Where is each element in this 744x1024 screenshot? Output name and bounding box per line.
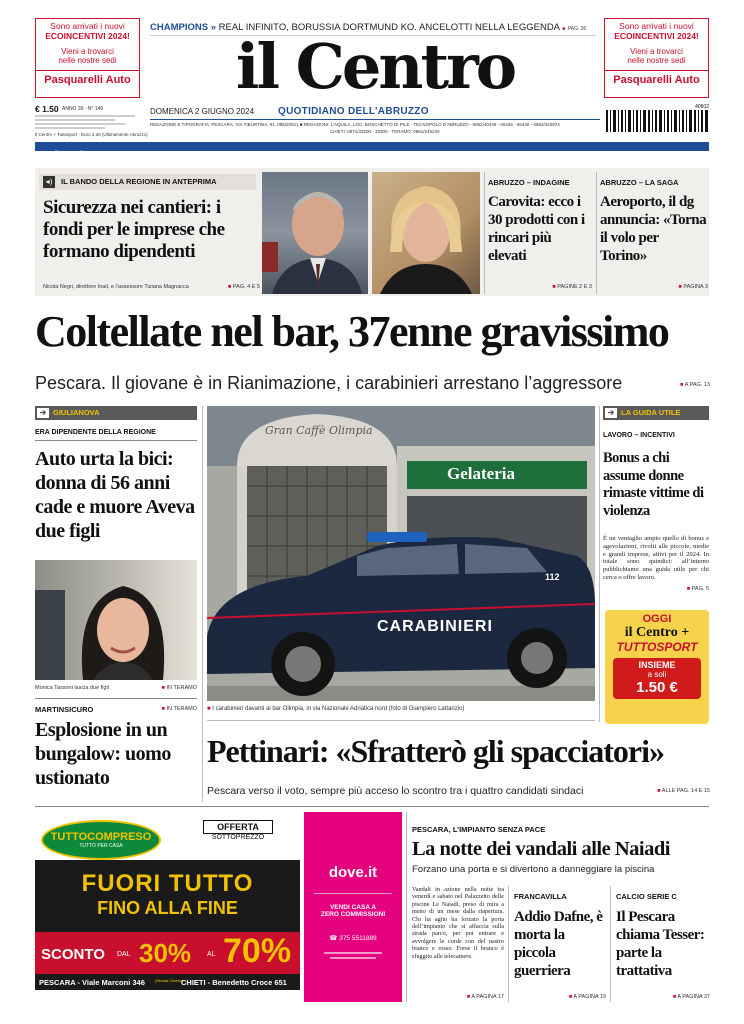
masthead-tagline: QUOTIDIANO DELL’ABRUZZO xyxy=(278,106,429,117)
section-label: LA GUIDA UTILE xyxy=(621,408,681,417)
ticker-label: CHAMPIONS xyxy=(150,22,209,33)
ad-line: Sono arrivati i nuovi xyxy=(50,21,125,31)
promo-brand2: TUTTOSPORT xyxy=(616,640,698,654)
pettinari-headline[interactable]: Pettinari: «Sfratterò gli spacciatori» xyxy=(207,733,664,769)
cafe-sign: Gran Caffè Olimpia xyxy=(265,424,373,437)
ad-sconto-bar xyxy=(35,932,300,974)
promo-asoli: a soli xyxy=(647,670,667,679)
ad-line: nelle nostre sedi xyxy=(58,56,117,65)
top-story-page: ■ PAG. 4 E 5 xyxy=(180,284,260,290)
side2-page: ■ PAGINA 3 xyxy=(628,284,708,290)
side-story-aeroporto[interactable] xyxy=(600,178,708,294)
ad-addr-pescara: PESCARA - Viale Marconi 346 xyxy=(39,978,145,987)
pescara-page: ■ A PAGINA 37 xyxy=(644,994,710,1000)
ad-offerta: OFFERTA xyxy=(203,820,273,834)
ad-brand: Pasquarelli Auto xyxy=(36,70,139,86)
ad-offerta-box xyxy=(203,820,273,841)
ad-sconto: SCONTO xyxy=(41,946,105,963)
ad-line: Sono arrivati i nuovi xyxy=(619,21,694,31)
promo-insieme: INSIEME xyxy=(638,660,676,670)
audio-icon[interactable]: ◂) xyxy=(43,176,55,188)
chevron-icon: » xyxy=(210,22,216,33)
side1-kicker: ABRUZZO – INDAGINE xyxy=(488,178,570,187)
pettinari-page: ■ ALLE PAG. 14 E 15 xyxy=(640,788,710,794)
ad-pct1: 30% xyxy=(139,938,192,968)
naiadi-headline[interactable]: La notte dei vandali alle Naiadi xyxy=(412,838,670,860)
pescara-kicker: CALCIO SERIE C xyxy=(616,892,677,901)
photo-tassoni xyxy=(35,560,197,680)
ticker-page: PAG. 36 xyxy=(567,26,587,32)
price: € 1.50 xyxy=(35,104,59,114)
martinsicuro-kicker: MARTINSICURO xyxy=(35,705,94,714)
main-page: ■ A PAG. 13 xyxy=(640,382,710,388)
top-story-caption: Nicola Negri, direttore Inail, e l’assessore Tiziana Magnacca xyxy=(43,284,189,290)
masthead-title[interactable]: il Centro xyxy=(235,30,515,103)
top-story[interactable] xyxy=(35,170,260,295)
ad-dove-it[interactable] xyxy=(304,812,402,1002)
naiadi-body: Vandali in azione nella notte tra venerdì e sabato nel Palazzetto delle piscine Le Naiadi, preso di mira a meno di un mese dalla riapertura. Chi ha agito ha forzato la porta dell’impianto che si affaccia sulla strada parco, per poi entrare e avvolgere le corde con del nastro bianco e rosso. Forse il branco è sfuggito alle telecamere. xyxy=(412,886,504,960)
top-story-kicker: IL BANDO DELLA REGIONE IN ANTEPRIMA xyxy=(61,177,217,186)
website-bar[interactable] xyxy=(35,142,709,157)
francavilla-page: ■ A PAGINA 19 xyxy=(540,994,606,1000)
martinsicuro-page: ■ IN TERAMO xyxy=(140,706,197,712)
barcode-number: 40602 xyxy=(695,104,709,110)
guida-kicker: LAVORO – INCENTIVI xyxy=(603,432,675,439)
guida-body: È un ventaglio ampio quello di bonus e agevolazioni, rivolti alle piccole, medie e grandi imprese, attivi per il 2024. In totale sono quindici: all’interno pubblichiamo una guida utile per chi cerca o offre lavoro. xyxy=(603,535,709,581)
promo-oggi: OGGI xyxy=(642,613,672,625)
ticker-page: ■ xyxy=(562,26,566,32)
car-plate: 112 xyxy=(545,572,560,582)
website-url: www.ilcentro.it xyxy=(38,150,84,157)
main-subhead: Pescara. Il giovane è in Rianimazione, i carabinieri arrestano l’aggressore xyxy=(35,373,623,393)
arrow-icon: ➔ xyxy=(37,408,49,418)
ad-tuttocompreso[interactable] xyxy=(35,812,300,1002)
francavilla-kicker: FRANCAVILLA xyxy=(514,892,567,901)
giulianova-kicker: ERA DIPENDENTE DELLA REGIONE xyxy=(35,429,156,436)
ad-fuori-tutto: FUORI TUTTO xyxy=(81,870,254,897)
naiadi-page: ■ A PAGINA 17 xyxy=(440,994,504,1000)
guida-headline[interactable]: Bonus a chi assume donne rimaste vittime di violenza xyxy=(603,450,704,519)
promo-tuttosport[interactable] xyxy=(605,610,709,724)
naiadi-kicker: PESCARA, L’IMPIANTO SENZA PACE xyxy=(412,825,546,834)
photo-magnacca xyxy=(372,172,480,294)
promo-price: 1.50 € xyxy=(636,679,678,696)
photo-negri xyxy=(262,172,368,294)
photo-bar-olimpia xyxy=(207,406,595,701)
ad-line: ECOINCENTIVI 2024! xyxy=(614,31,699,41)
ad-line: Vieni a trovarci xyxy=(61,47,114,56)
gelateria-sign: Gelateria xyxy=(447,464,515,483)
giulianova-page: ■ IN TERAMO xyxy=(140,685,197,691)
tassoni-caption: Monica Tassoni lascia due figli xyxy=(35,685,109,691)
ticker-text: REAL INFINITO, BORUSSIA DORTMUND KO. ANCELOTTI NELLA LEGGENDA xyxy=(218,22,560,33)
combo-price: Il Centro + Tuttosport - Euro 2,30 (Ultimamente Abruzzo) xyxy=(35,132,148,137)
ad-brand: Pasquarelli Auto xyxy=(605,70,708,86)
barcode-icon xyxy=(606,110,709,134)
ad-line: ECOINCENTIVI 2024! xyxy=(45,31,130,41)
ad-tc-brand: TUTTOCOMPRESO xyxy=(50,831,152,843)
ad-tc-logo xyxy=(41,820,161,860)
arrow-icon: ➔ xyxy=(605,408,617,418)
fine-print xyxy=(35,115,135,129)
side-story-carovita[interactable] xyxy=(488,178,592,294)
martinsicuro-headline[interactable]: Esplosione in un bungalow: uomo ustionato xyxy=(35,719,171,789)
section-label: GIULIANOVA xyxy=(53,408,100,417)
ad-pct2: 70% xyxy=(223,932,292,970)
side1-headline[interactable]: Carovita: ecco i 30 prodotti con i rincari più elevati xyxy=(488,194,585,264)
section-guida[interactable] xyxy=(603,406,709,420)
promo-brand1: il Centro + xyxy=(624,625,690,640)
barcode xyxy=(606,104,709,138)
giulianova-headline[interactable]: Auto urta la bici: donna di 56 anni cade e muore Aveva due figli xyxy=(35,448,195,542)
pescara-headline[interactable]: Il Pescara chiama Tesser: parte la trattativa xyxy=(616,909,705,979)
ad-addr-pescara-sub: (Strada Cinese) xyxy=(155,978,184,983)
ad-dal: DAL xyxy=(117,951,131,958)
side1-page: ■ PAGINE 2 E 3 xyxy=(512,284,592,290)
pettinari-subhead: Pescara verso il voto, sempre più acceso lo scontro tra i quattro candidati sindaci xyxy=(207,785,584,797)
ad-dove-line1: VENDI CASA A xyxy=(329,904,377,911)
photo-caption-text: I carabinieri davanti al bar Olimpia, in via Nazionale Adriatica nord (foto di Giampiero Lattanzio) xyxy=(212,706,465,712)
ad-sottoprezzo: SOTTOPREZZO xyxy=(211,834,265,841)
section-giulianova[interactable] xyxy=(35,406,197,420)
ad-line: nelle nostre sedi xyxy=(627,56,686,65)
francavilla-headline[interactable]: Addio Dafne, è morta la piccola guerriera xyxy=(514,909,603,979)
guida-page: ■ PAG. 5 xyxy=(660,586,709,592)
ad-al: AL xyxy=(207,951,216,958)
ad-fino-alla-fine: FINO ALLA FINE xyxy=(97,898,238,918)
ad-pasquarelli-left[interactable] xyxy=(35,18,140,98)
ad-dove-phone: ☎ 375 5511889 xyxy=(329,935,377,942)
ad-dove-line2: ZERO COMMISSIONI xyxy=(320,911,386,918)
side2-kicker: ABRUZZO – LA SAGA xyxy=(600,178,679,187)
ad-dove-brand: dove.it xyxy=(328,864,378,881)
masthead-redazione: REDAZIONE E TIPOGRAFIA: PESCARA, VIA TIBURTINA, 91, 085/20521 ■ REDAZIONI: L’AQUILA, LOC. BOSCHETTO DI PILE - TECNOPOLO D’ABRUZZO - 0862/40449 - 66445 - 66446 - 0862/410974 xyxy=(150,122,560,127)
main-headline[interactable]: Coltellate nel bar, 37enne gravissimo xyxy=(35,307,669,356)
ad-pasquarelli-right[interactable] xyxy=(604,18,709,98)
photo-caption: ■ I carabinieri davanti al bar Olimpia, in via Nazionale Adriatica nord (foto di Giampiero Lattanzio) xyxy=(207,706,465,712)
car-livery: CARABINIERI xyxy=(377,618,493,635)
ad-tc-sub: TUTTO PER CASA xyxy=(79,843,123,849)
naiadi-subhead: Forzano una porta e si divertono a danneggiare la piscina xyxy=(412,864,655,875)
issue: ANNO 39 - N° 146 xyxy=(62,106,104,112)
top-story-headline[interactable]: Sicurezza nei cantieri: i fondi per le imprese che formano dipendenti xyxy=(43,197,225,262)
masthead-date: DOMENICA 2 GIUGNO 2024 xyxy=(150,107,255,116)
ad-addr-chieti: CHIETI - Benedetto Croce 651 xyxy=(181,978,287,987)
ad-line: Vieni a trovarci xyxy=(630,47,683,56)
masthead-redazione2: CHIETI: 0871/33200 - 33300 - TERAMO: 0861/245230 xyxy=(330,129,440,134)
side2-headline[interactable]: Aeroporto, il dg annuncia: «Torna il volo per Torino» xyxy=(600,194,707,264)
